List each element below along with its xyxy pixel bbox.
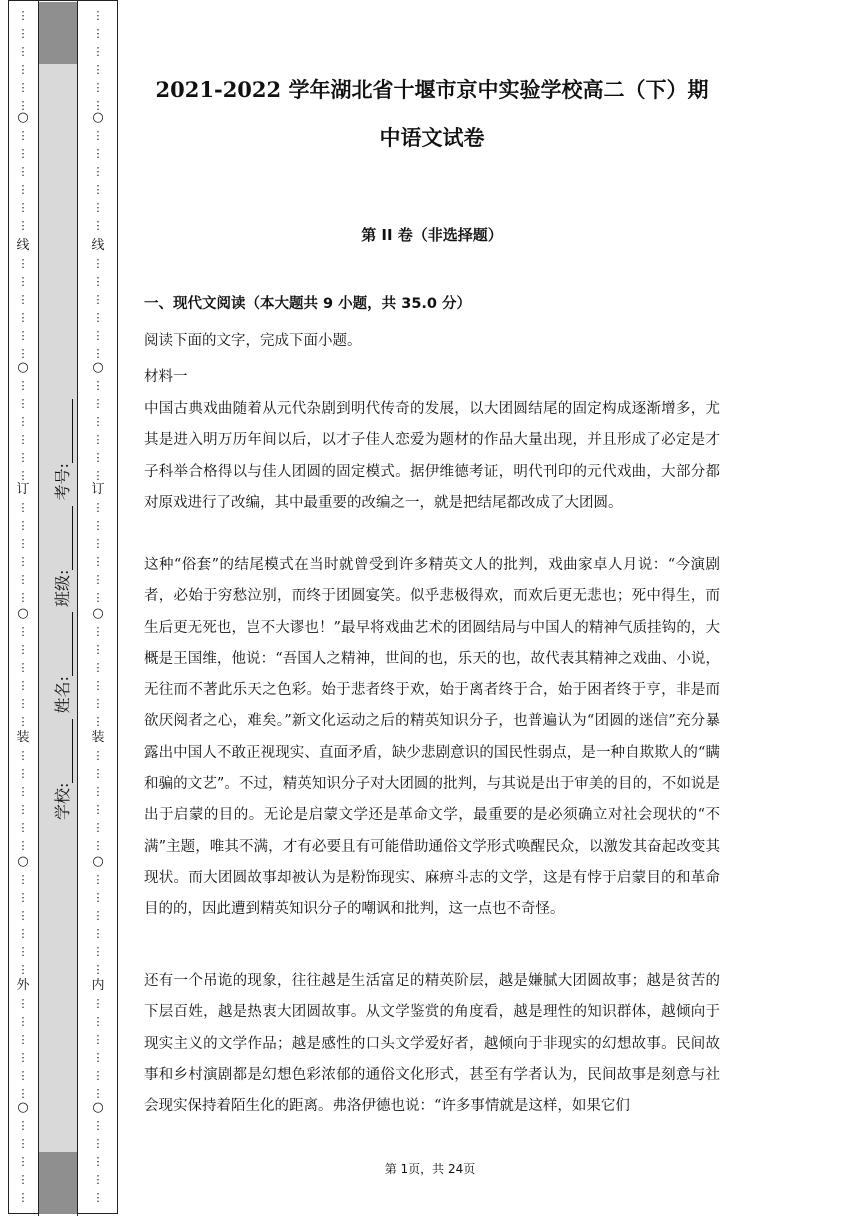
dot-mark: ⋮	[17, 625, 29, 638]
dot-mark: ⋮	[17, 99, 29, 112]
dot-mark: ⋮	[17, 329, 29, 342]
dot-mark: ⋮	[17, 945, 29, 958]
dot-mark: ⋮	[17, 715, 29, 728]
dot-mark: ⋮	[17, 129, 29, 142]
dot-mark: ⋮	[17, 661, 29, 674]
dot-mark: ⋮	[17, 891, 29, 904]
binding-margin	[0, 0, 122, 1216]
binding-line-left	[38, 0, 39, 1216]
dot-mark: ⋮	[17, 293, 29, 306]
dot-mark: ⋮	[92, 451, 104, 464]
dot-mark: ⋮	[92, 27, 104, 40]
school-label: 学校:	[53, 782, 72, 820]
dot-mark: ⋮	[17, 1173, 29, 1186]
dot-mark: ⋮	[17, 1155, 29, 1168]
circle-mark: ○	[92, 360, 104, 375]
dot-mark: ⋮	[17, 697, 29, 710]
dot-mark: ⋮	[92, 519, 104, 532]
dot-mark: ⋮	[92, 397, 104, 410]
dot-mark: ⋮	[92, 963, 104, 976]
dot-mark: ⋮	[17, 347, 29, 360]
dot-mark: ⋮	[92, 537, 104, 550]
dot-mark: ⋮	[92, 219, 104, 232]
dot-mark: ⋮	[17, 469, 29, 482]
dot-mark: ⋮	[17, 81, 29, 94]
dot-mark: ⋮	[17, 45, 29, 58]
dot-mark: ⋮	[92, 99, 104, 112]
dot-mark: ⋮	[92, 129, 104, 142]
dot-mark: ⋮	[17, 27, 29, 40]
dot-mark: ⋮	[17, 555, 29, 568]
dot-mark: ⋮	[17, 573, 29, 586]
paragraph-3: 还有一个吊诡的现象，往往越是生活富足的精英阶层，越是嫌腻大团圆故事；越是贫苦的下层百姓，越是热衷大团圆故事。从文学鉴赏的角度看，越是理性的知识群体，越倾向于现实主义的文学作品；越是感性的口头文学爱好者，越倾向于非现实的幻想故事。民间故事和乡村演剧都是幻想色彩浓郁的通俗文化形式，甚至有学者认为，民间故事是刻意与社会现实保持着陌生化的距离。弗洛伊德也说：“许多事情就是这样，如果它们	[144, 973, 720, 1115]
inner-cut-line	[91, 4, 105, 1212]
binding-top-shade	[38, 2, 77, 64]
outer-cut-line	[16, 4, 30, 1212]
dot-mark: ⋮	[17, 433, 29, 446]
binding-line-right	[77, 0, 78, 1216]
dot-mark: ⋮	[92, 679, 104, 692]
dot-mark: ⋮	[92, 945, 104, 958]
dot-mark: ⋮	[92, 45, 104, 58]
binding-mark-2: 订	[16, 482, 30, 497]
dot-mark: ⋮	[92, 1155, 104, 1168]
dot-mark: ⋮	[92, 275, 104, 288]
circle-mark: ○	[92, 110, 104, 125]
dot-mark: ⋮	[92, 715, 104, 728]
dot-mark: ⋮	[92, 165, 104, 178]
binding-mark-3: 装	[91, 730, 105, 745]
dot-mark: ⋮	[17, 1033, 29, 1046]
dot-mark: ⋮	[92, 433, 104, 446]
dot-mark: ⋮	[92, 257, 104, 270]
dot-mark: ⋮	[92, 803, 104, 816]
title-line-2: 中语文试卷	[379, 125, 485, 150]
dot-mark: ⋮	[17, 591, 29, 604]
title-line-1: 2021-2022 学年湖北省十堰市京中实验学校高二（下）期	[155, 77, 709, 102]
volume-heading: 第 II 卷（非选择题）	[361, 226, 503, 244]
circle-mark: ○	[92, 854, 104, 869]
section-heading: 一、现代文阅读（本大题共 9 小题，共 35.0 分）	[144, 296, 472, 312]
dot-mark: ⋮	[17, 147, 29, 160]
binding-mark-3: 装	[16, 730, 30, 745]
dot-mark: ⋮	[92, 311, 104, 324]
student-info	[50, 399, 73, 820]
dot-mark: ⋮	[92, 555, 104, 568]
dot-mark: ⋮	[92, 201, 104, 214]
dot-mark: ⋮	[17, 275, 29, 288]
school-field[interactable]	[58, 719, 73, 783]
circle-mark: ○	[17, 360, 29, 375]
dot-mark: ⋮	[92, 573, 104, 586]
dot-mark: ⋮	[92, 1191, 104, 1204]
dot-mark: ⋮	[17, 9, 29, 22]
binding-mark-1: 线	[16, 238, 30, 253]
dot-mark: ⋮	[92, 873, 104, 886]
exam-no-label: 考号:	[53, 463, 72, 501]
dot-mark: ⋮	[92, 63, 104, 76]
dot-mark: ⋮	[92, 1051, 104, 1064]
dot-mark: ⋮	[17, 415, 29, 428]
class-field[interactable]	[58, 506, 73, 570]
dot-mark: ⋮	[17, 501, 29, 514]
dot-mark: ⋮	[17, 1119, 29, 1132]
dot-mark: ⋮	[17, 1087, 29, 1100]
dot-mark: ⋮	[17, 997, 29, 1010]
name-label: 姓名:	[53, 676, 72, 714]
circle-mark: ○	[17, 1100, 29, 1115]
dot-mark: ⋮	[92, 749, 104, 762]
dot-mark: ⋮	[17, 839, 29, 852]
dot-mark: ⋮	[92, 591, 104, 604]
dot-mark: ⋮	[92, 839, 104, 852]
binding-mark-1: 线	[91, 238, 105, 253]
dot-mark: ⋮	[92, 1033, 104, 1046]
dot-mark: ⋮	[92, 821, 104, 834]
dot-mark: ⋮	[92, 1087, 104, 1100]
dot-mark: ⋮	[17, 1069, 29, 1082]
dot-mark: ⋮	[17, 749, 29, 762]
dot-mark: ⋮	[17, 767, 29, 780]
dot-mark: ⋮	[17, 537, 29, 550]
circle-mark: ○	[17, 854, 29, 869]
dot-mark: ⋮	[17, 183, 29, 196]
dot-mark: ⋮	[92, 997, 104, 1010]
dot-mark: ⋮	[17, 909, 29, 922]
dot-mark: ⋮	[92, 415, 104, 428]
circle-mark: ○	[92, 1100, 104, 1115]
dot-mark: ⋮	[17, 803, 29, 816]
exam-no-field[interactable]	[58, 399, 73, 463]
dot-mark: ⋮	[17, 1015, 29, 1028]
circle-mark: ○	[92, 606, 104, 621]
page-footer: 第 1页，共 24页	[384, 1162, 476, 1176]
circle-mark: ○	[17, 606, 29, 621]
dot-mark: ⋮	[17, 1051, 29, 1064]
paragraph-2: 这种“俗套”的结尾模式在当时就曾受到许多精英文人的批判，戏曲家卓人月说：“今演剧者，必始于穷愁泣别，而终于团圆宴笑。似乎悲极得欢，而欢后更无悲也；死中得生，而生后更无死也，岂不大谬也！”最早将戏曲艺术的团圆结局与中国人的精神气质挂钩的，大概是王国维，他说：“吾国人之精神，世间的也，乐天的也，故代表其精神之戏曲、小说，无往而不著此乐天之色彩。始于悲者终于欢，始于离者终于合，始于困者终于亨，非是而欲厌阅者之心，难矣。”新文化运动之后的精英知识分子，也普遍认为“团圆的迷信”充分暴露出中国人不敢正视现实、直面矛盾，缺少悲剧意识的国民性弱点，是一种自欺欺人的“瞒和骗的文艺”。不过，精英知识分子对大团圆的批判，与其说是出于审美的目的，不如说是出于启蒙的目的。无论是启蒙文学还是革命文学，最重要的是必须确立对社会现状的“不满”主题，唯其不满，才有必要且有可能借助通俗文学形式唤醒民众，以激发其奋起改变其现状。而大团圆故事却被认为是粉饰现实、麻痹斗志的文学，这是有悖于启蒙目的和革命目的的，因此遭到精英知识分子的嘲讽和批判，这一点也不奇怪。	[144, 557, 720, 918]
dot-mark: ⋮	[17, 785, 29, 798]
name-field[interactable]	[58, 612, 73, 676]
dot-mark: ⋮	[92, 697, 104, 710]
dot-mark: ⋮	[92, 379, 104, 392]
dot-mark: ⋮	[17, 219, 29, 232]
dot-mark: ⋮	[92, 9, 104, 22]
dot-mark: ⋮	[92, 767, 104, 780]
dot-mark: ⋮	[92, 347, 104, 360]
dot-mark: ⋮	[17, 1191, 29, 1204]
instruction: 阅读下面的文字，完成下面小题。	[144, 333, 362, 349]
binding-mark-4: 外	[16, 978, 30, 993]
dot-mark: ⋮	[92, 469, 104, 482]
dot-mark: ⋮	[92, 183, 104, 196]
dot-mark: ⋮	[92, 1119, 104, 1132]
dot-mark: ⋮	[92, 501, 104, 514]
dot-mark: ⋮	[17, 201, 29, 214]
dot-mark: ⋮	[92, 891, 104, 904]
dot-mark: ⋮	[92, 147, 104, 160]
dot-mark: ⋮	[92, 329, 104, 342]
dot-mark: ⋮	[92, 1069, 104, 1082]
dot-mark: ⋮	[17, 165, 29, 178]
dot-mark: ⋮	[92, 625, 104, 638]
dot-mark: ⋮	[92, 927, 104, 940]
dot-mark: ⋮	[17, 821, 29, 834]
binding-mark-4: 内	[91, 978, 105, 993]
dot-mark: ⋮	[17, 451, 29, 464]
page-title	[144, 66, 720, 162]
dot-mark: ⋮	[92, 643, 104, 656]
dot-mark: ⋮	[92, 785, 104, 798]
dot-mark: ⋮	[92, 293, 104, 306]
binding-mark-2: 订	[91, 482, 105, 497]
material-label: 材料一	[144, 369, 188, 385]
dot-mark: ⋮	[17, 63, 29, 76]
paragraph-1: 中国古典戏曲随着从元代杂剧到明代传奇的发展，以大团圆结尾的固定构成逐渐增多，尤其是进入明万历年间以后，以才子佳人恋爱为题材的作品大量出现，并且形成了必定是才子科举合格得以与佳人团圆的固定模式。据伊维德考证，明代刊印的元代戏曲，大部分都对原戏进行了改编，其中最重要的改编之一，就是把结尾都改成了大团圆。	[144, 401, 720, 511]
dot-mark: ⋮	[17, 379, 29, 392]
dot-mark: ⋮	[17, 679, 29, 692]
dot-mark: ⋮	[92, 1137, 104, 1150]
dot-mark: ⋮	[17, 963, 29, 976]
dot-mark: ⋮	[92, 909, 104, 922]
dot-mark: ⋮	[92, 1173, 104, 1186]
dot-mark: ⋮	[17, 873, 29, 886]
dot-mark: ⋮	[17, 927, 29, 940]
dot-mark: ⋮	[17, 311, 29, 324]
circle-mark: ○	[17, 110, 29, 125]
dot-mark: ⋮	[17, 519, 29, 532]
dot-mark: ⋮	[92, 661, 104, 674]
dot-mark: ⋮	[17, 1137, 29, 1150]
dot-mark: ⋮	[17, 643, 29, 656]
dot-mark: ⋮	[17, 397, 29, 410]
dot-mark: ⋮	[17, 257, 29, 270]
class-label: 班级:	[53, 569, 72, 607]
dot-mark: ⋮	[92, 1015, 104, 1028]
dot-mark: ⋮	[92, 81, 104, 94]
